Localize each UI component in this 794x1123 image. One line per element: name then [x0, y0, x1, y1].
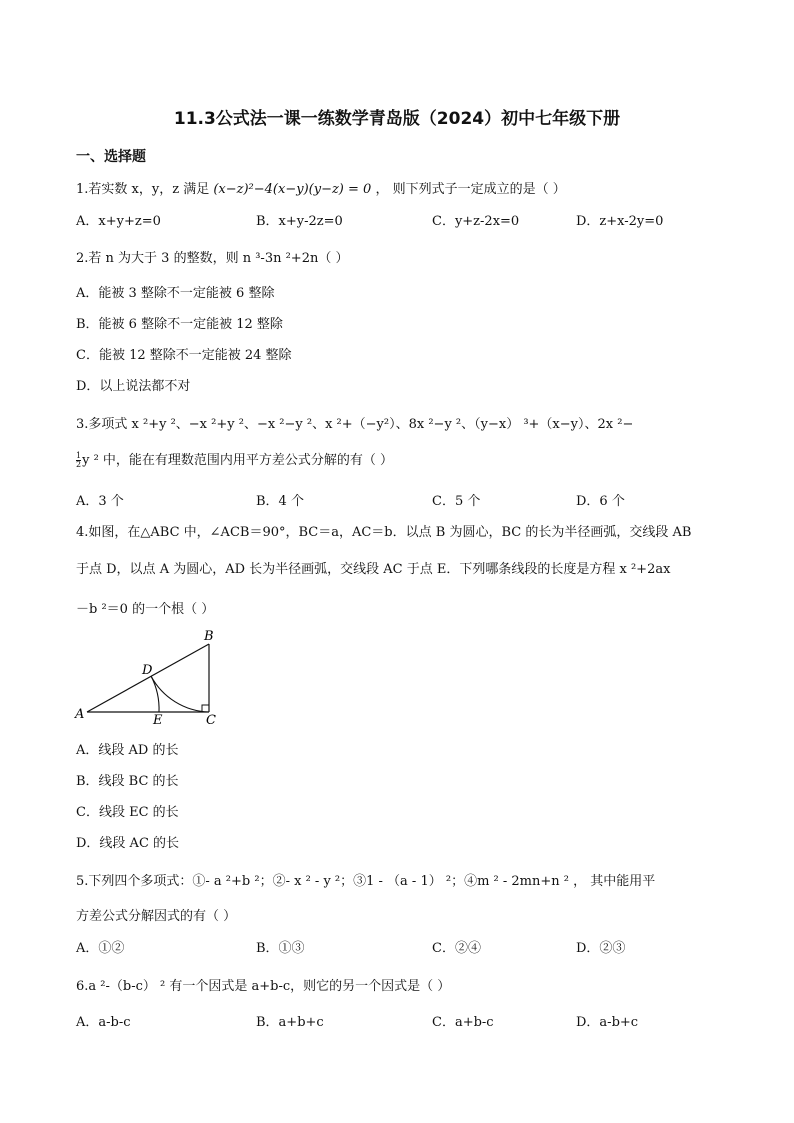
- q4-option-b: B．线段 BC 的长: [76, 774, 179, 789]
- q1-option-c: C．y+z-2x=0: [432, 214, 520, 229]
- question-3-line-2: [76, 449, 393, 469]
- q4-option-d: D．线段 AC 的长: [76, 836, 180, 851]
- question-2-stem: 2.若 n 为大于 3 的整数，则 n ³-3n ²+2n（ ）: [76, 251, 349, 266]
- question-1-stem: [76, 178, 566, 197]
- label-e: E: [153, 713, 163, 726]
- q3-option-c: C．5 个: [432, 494, 481, 509]
- question-3-line-1: 3.多项式 x ²+y ²、−x ²+y ²、−x ²−y ²、x ²+（−y²）、8x ²−y ²、（y−x） ³+（x−y）、2x ²−: [76, 417, 634, 432]
- question-5-line-1: 5.下列四个多项式：①- a ²+b ²；②- x ² - y ²；③1 - （a - 1） ²；④m ² - 2mn+n ² ， 其中能用平: [76, 874, 656, 889]
- triangle-figure: [72, 626, 232, 726]
- q1-equation: (x−z)²−4(x−y)(y−z) = 0: [213, 182, 372, 197]
- q3-fraction-denominator: 2: [76, 460, 82, 469]
- segment-ab: [87, 644, 209, 712]
- question-6-stem: 6.a ²-（b-c） ² 有一个因式是 a+b-c，则它的另一个因式是（ ）: [76, 979, 451, 994]
- q4-option-c: C．线段 EC 的长: [76, 805, 179, 820]
- q6-option-b: B．a+b+c: [256, 1015, 324, 1030]
- q2-option-c: C．能被 12 整除不一定能被 24 整除: [76, 348, 292, 363]
- q5-option-b: B．①③: [256, 941, 305, 956]
- q5-option-d: D．②③: [576, 941, 626, 956]
- q2-option-a: A．能被 3 整除不一定能被 6 整除: [76, 286, 275, 301]
- q5-option-c: C．②④: [432, 941, 481, 956]
- question-4-line-3: －b ²＝0 的一个根（ ）: [76, 602, 215, 617]
- q3-option-d: D．6 个: [576, 494, 625, 509]
- q1-stem-start: 1.若实数 x，y，z 满足: [76, 182, 210, 197]
- q1-option-d: D．z+x-2y=0: [576, 214, 664, 229]
- right-angle-mark: [202, 705, 209, 712]
- q1-option-b: B．x+y-2z=0: [256, 214, 343, 229]
- q5-option-a: A．①②: [76, 941, 125, 956]
- q3-fraction-numerator: 1: [76, 451, 82, 460]
- label-b: B: [204, 629, 214, 644]
- question-5-line-2: 方差公式分解因式的有（ ）: [76, 909, 237, 924]
- q6-option-d: D．a-b+c: [576, 1015, 639, 1030]
- q3-fraction: [76, 452, 81, 469]
- q2-option-b: B．能被 6 整除不一定能被 12 整除: [76, 317, 283, 332]
- question-4-line-1: 4.如图，在△ABC 中，∠ACB＝90°，BC＝a，AC＝b．以点 B 为圆心，BC 的长为半径画弧，交线段 AB: [76, 525, 692, 540]
- q3-option-a: A．3 个: [76, 494, 124, 509]
- q6-option-c: C．a+b-c: [432, 1015, 494, 1030]
- q2-option-d: D．以上说法都不对: [76, 379, 191, 394]
- q3-line-2-text: y ² 中，能在有理数范围内用平方差公式分解的有（ ）: [82, 453, 394, 468]
- question-4-line-2: 于点 D，以点 A 为圆心，AD 长为半径画弧，交线段 AC 于点 E．下列哪条线段的长度是方程 x ²+2ax: [76, 562, 671, 577]
- q6-option-a: A．a-b-c: [76, 1015, 131, 1030]
- label-d: D: [142, 663, 153, 678]
- label-c: C: [206, 713, 216, 726]
- q1-stem-end: ， 则下列式子一定成立的是（ ）: [375, 182, 566, 197]
- q3-option-b: B．4 个: [256, 494, 304, 509]
- q4-option-a: A．线段 AD 的长: [76, 743, 179, 758]
- arc-centered-a: [151, 676, 159, 712]
- section-heading: 一、选择题: [76, 149, 146, 165]
- page-title: 11.3公式法一课一练数学青岛版（2024）初中七年级下册: [173, 109, 621, 129]
- arc-centered-b: [151, 676, 209, 712]
- label-a: A: [75, 707, 85, 722]
- q1-option-a: A．x+y+z=0: [76, 214, 161, 229]
